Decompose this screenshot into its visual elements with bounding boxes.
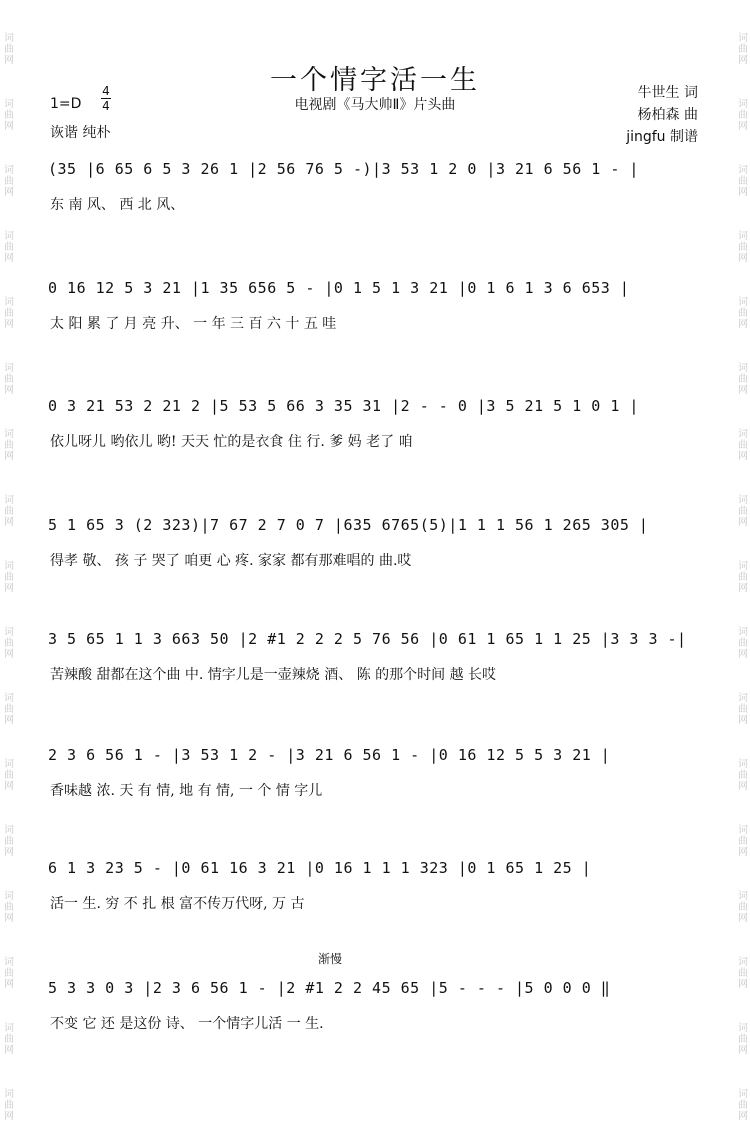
watermark-text: 词 曲 网 bbox=[4, 561, 14, 594]
song-subtitle: 电视剧《马大帅Ⅱ》片头曲 bbox=[294, 97, 456, 113]
system-1-lyrics: 东 南 风、 西 北 风、 bbox=[50, 197, 185, 213]
system-6-notes: 2 3 6 56 1 - |3 53 1 2 - |3 21 6 56 1 - |0 16 12 5 5 3 21 | bbox=[48, 746, 611, 764]
time-signature bbox=[101, 85, 111, 112]
key-signature: 1=D bbox=[50, 96, 82, 112]
watermark-text: 词 曲 网 bbox=[4, 33, 14, 66]
watermark-text: 词 曲 网 bbox=[4, 627, 14, 660]
system-5-lyrics: 苦辣酸 甜都在这个曲 中. 情字儿是一壶辣烧 酒、 陈 的那个时间 越 长哎 bbox=[50, 667, 497, 683]
watermark-text: 词 曲 网 bbox=[738, 495, 748, 528]
watermark-text: 词 曲 网 bbox=[738, 891, 748, 924]
watermark-text: 词 曲 网 bbox=[738, 561, 748, 594]
watermark-text: 词 曲 网 bbox=[4, 429, 14, 462]
credit-lyricist: 牛世生 词 bbox=[637, 85, 698, 101]
watermark-text: 词 曲 网 bbox=[738, 363, 748, 396]
watermark-text: 词 曲 网 bbox=[738, 1089, 748, 1122]
watermark-text: 词 曲 网 bbox=[4, 693, 14, 726]
watermark-text: 词 曲 网 bbox=[4, 99, 14, 132]
credit-transcriber: jingfu 制谱 bbox=[626, 129, 698, 145]
system-5-notes: 3 5 65 1 1 3 663 50 |2 #1 2 2 2 5 76 56 |0 61 1 65 1 1 25 |3 3 3 -| bbox=[48, 630, 687, 648]
watermark-text: 词 曲 网 bbox=[738, 429, 748, 462]
watermark-text: 词 曲 网 bbox=[4, 363, 14, 396]
time-signature-top: 4 bbox=[102, 84, 110, 98]
watermark-text: 词 曲 网 bbox=[4, 759, 14, 792]
system-3-notes: 0 3 21 53 2 21 2 |5 53 5 66 3 35 31 |2 - - 0 |3 5 21 5 1 0 1 | bbox=[48, 397, 639, 415]
system-7-lyrics: 活一 生. 穷 不 扎 根 富不传万代呀, 万 古 bbox=[50, 896, 305, 912]
watermark-column-right bbox=[736, 0, 750, 1122]
watermark-text: 词 曲 网 bbox=[738, 231, 748, 264]
system-1-notes: (35 |6 65 6 5 3 26 1 |2 56 76 5 -)|3 53 1 2 0 |3 21 6 56 1 - | bbox=[48, 160, 639, 178]
watermark-text: 词 曲 网 bbox=[738, 627, 748, 660]
watermark-text: 词 曲 网 bbox=[4, 957, 14, 990]
time-signature-bottom: 4 bbox=[102, 99, 110, 113]
system-6-lyrics: 香味越 浓. 天 有 情, 地 有 情, 一 个 情 字儿 bbox=[50, 783, 323, 799]
watermark-text: 词 曲 网 bbox=[4, 297, 14, 330]
system-4-lyrics: 得孝 敬、 孩 子 哭了 咱更 心 疼. 家家 都有那难唱的 曲.哎 bbox=[50, 553, 412, 569]
watermark-text: 词 曲 网 bbox=[738, 297, 748, 330]
system-7-notes: 6 1 3 23 5 - |0 61 16 3 21 |0 16 1 1 1 323 |0 1 65 1 25 | bbox=[48, 859, 592, 877]
watermark-text: 词 曲 网 bbox=[738, 1023, 748, 1056]
watermark-text: 词 曲 网 bbox=[738, 33, 748, 66]
system-8-lyrics: 不变 它 还 是这份 诗、 一个情字儿活 一 生. bbox=[50, 1016, 324, 1032]
watermark-text: 词 曲 网 bbox=[4, 1089, 14, 1122]
system-4-notes: 5 1 65 3 (2 323)|7 67 2 7 0 7 |635 6765(5)|1 1 1 56 1 265 305 | bbox=[48, 516, 649, 534]
watermark-column-left bbox=[2, 0, 16, 1122]
watermark-text: 词 曲 网 bbox=[4, 231, 14, 264]
system-8-notes: 5 3 3 0 3 |2 3 6 56 1 - |2 #1 2 2 45 65 |5 - - - |5 0 0 0 ‖ bbox=[48, 979, 611, 997]
watermark-text: 词 曲 网 bbox=[738, 825, 748, 858]
watermark-text: 词 曲 网 bbox=[738, 693, 748, 726]
expression-mark-ritardando: 渐慢 bbox=[318, 952, 343, 966]
watermark-text: 词 曲 网 bbox=[738, 957, 748, 990]
watermark-text: 词 曲 网 bbox=[4, 825, 14, 858]
system-2-notes: 0 16 12 5 3 21 |1 35 656 5 - |0 1 5 1 3 21 |0 1 6 1 3 6 653 | bbox=[48, 279, 630, 297]
watermark-text: 词 曲 网 bbox=[4, 1023, 14, 1056]
watermark-text: 词 曲 网 bbox=[738, 759, 748, 792]
tempo-marking: 诙谐 纯朴 bbox=[50, 125, 111, 141]
watermark-text: 词 曲 网 bbox=[4, 891, 14, 924]
system-3-lyrics: 依儿呀儿 哟依儿 哟! 天天 忙的是衣食 住 行. 爹 妈 老了 咱 bbox=[50, 434, 413, 450]
watermark-text: 词 曲 网 bbox=[4, 165, 14, 198]
song-title: 一个情字活一生 bbox=[270, 65, 480, 96]
watermark-text: 词 曲 网 bbox=[4, 495, 14, 528]
credit-composer: 杨柏森 曲 bbox=[637, 107, 698, 123]
watermark-text: 词 曲 网 bbox=[738, 99, 748, 132]
watermark-text: 词 曲 网 bbox=[738, 165, 748, 198]
system-2-lyrics: 太 阳 累 了 月 亮 升、 一 年 三 百 六 十 五 哇 bbox=[50, 316, 337, 332]
